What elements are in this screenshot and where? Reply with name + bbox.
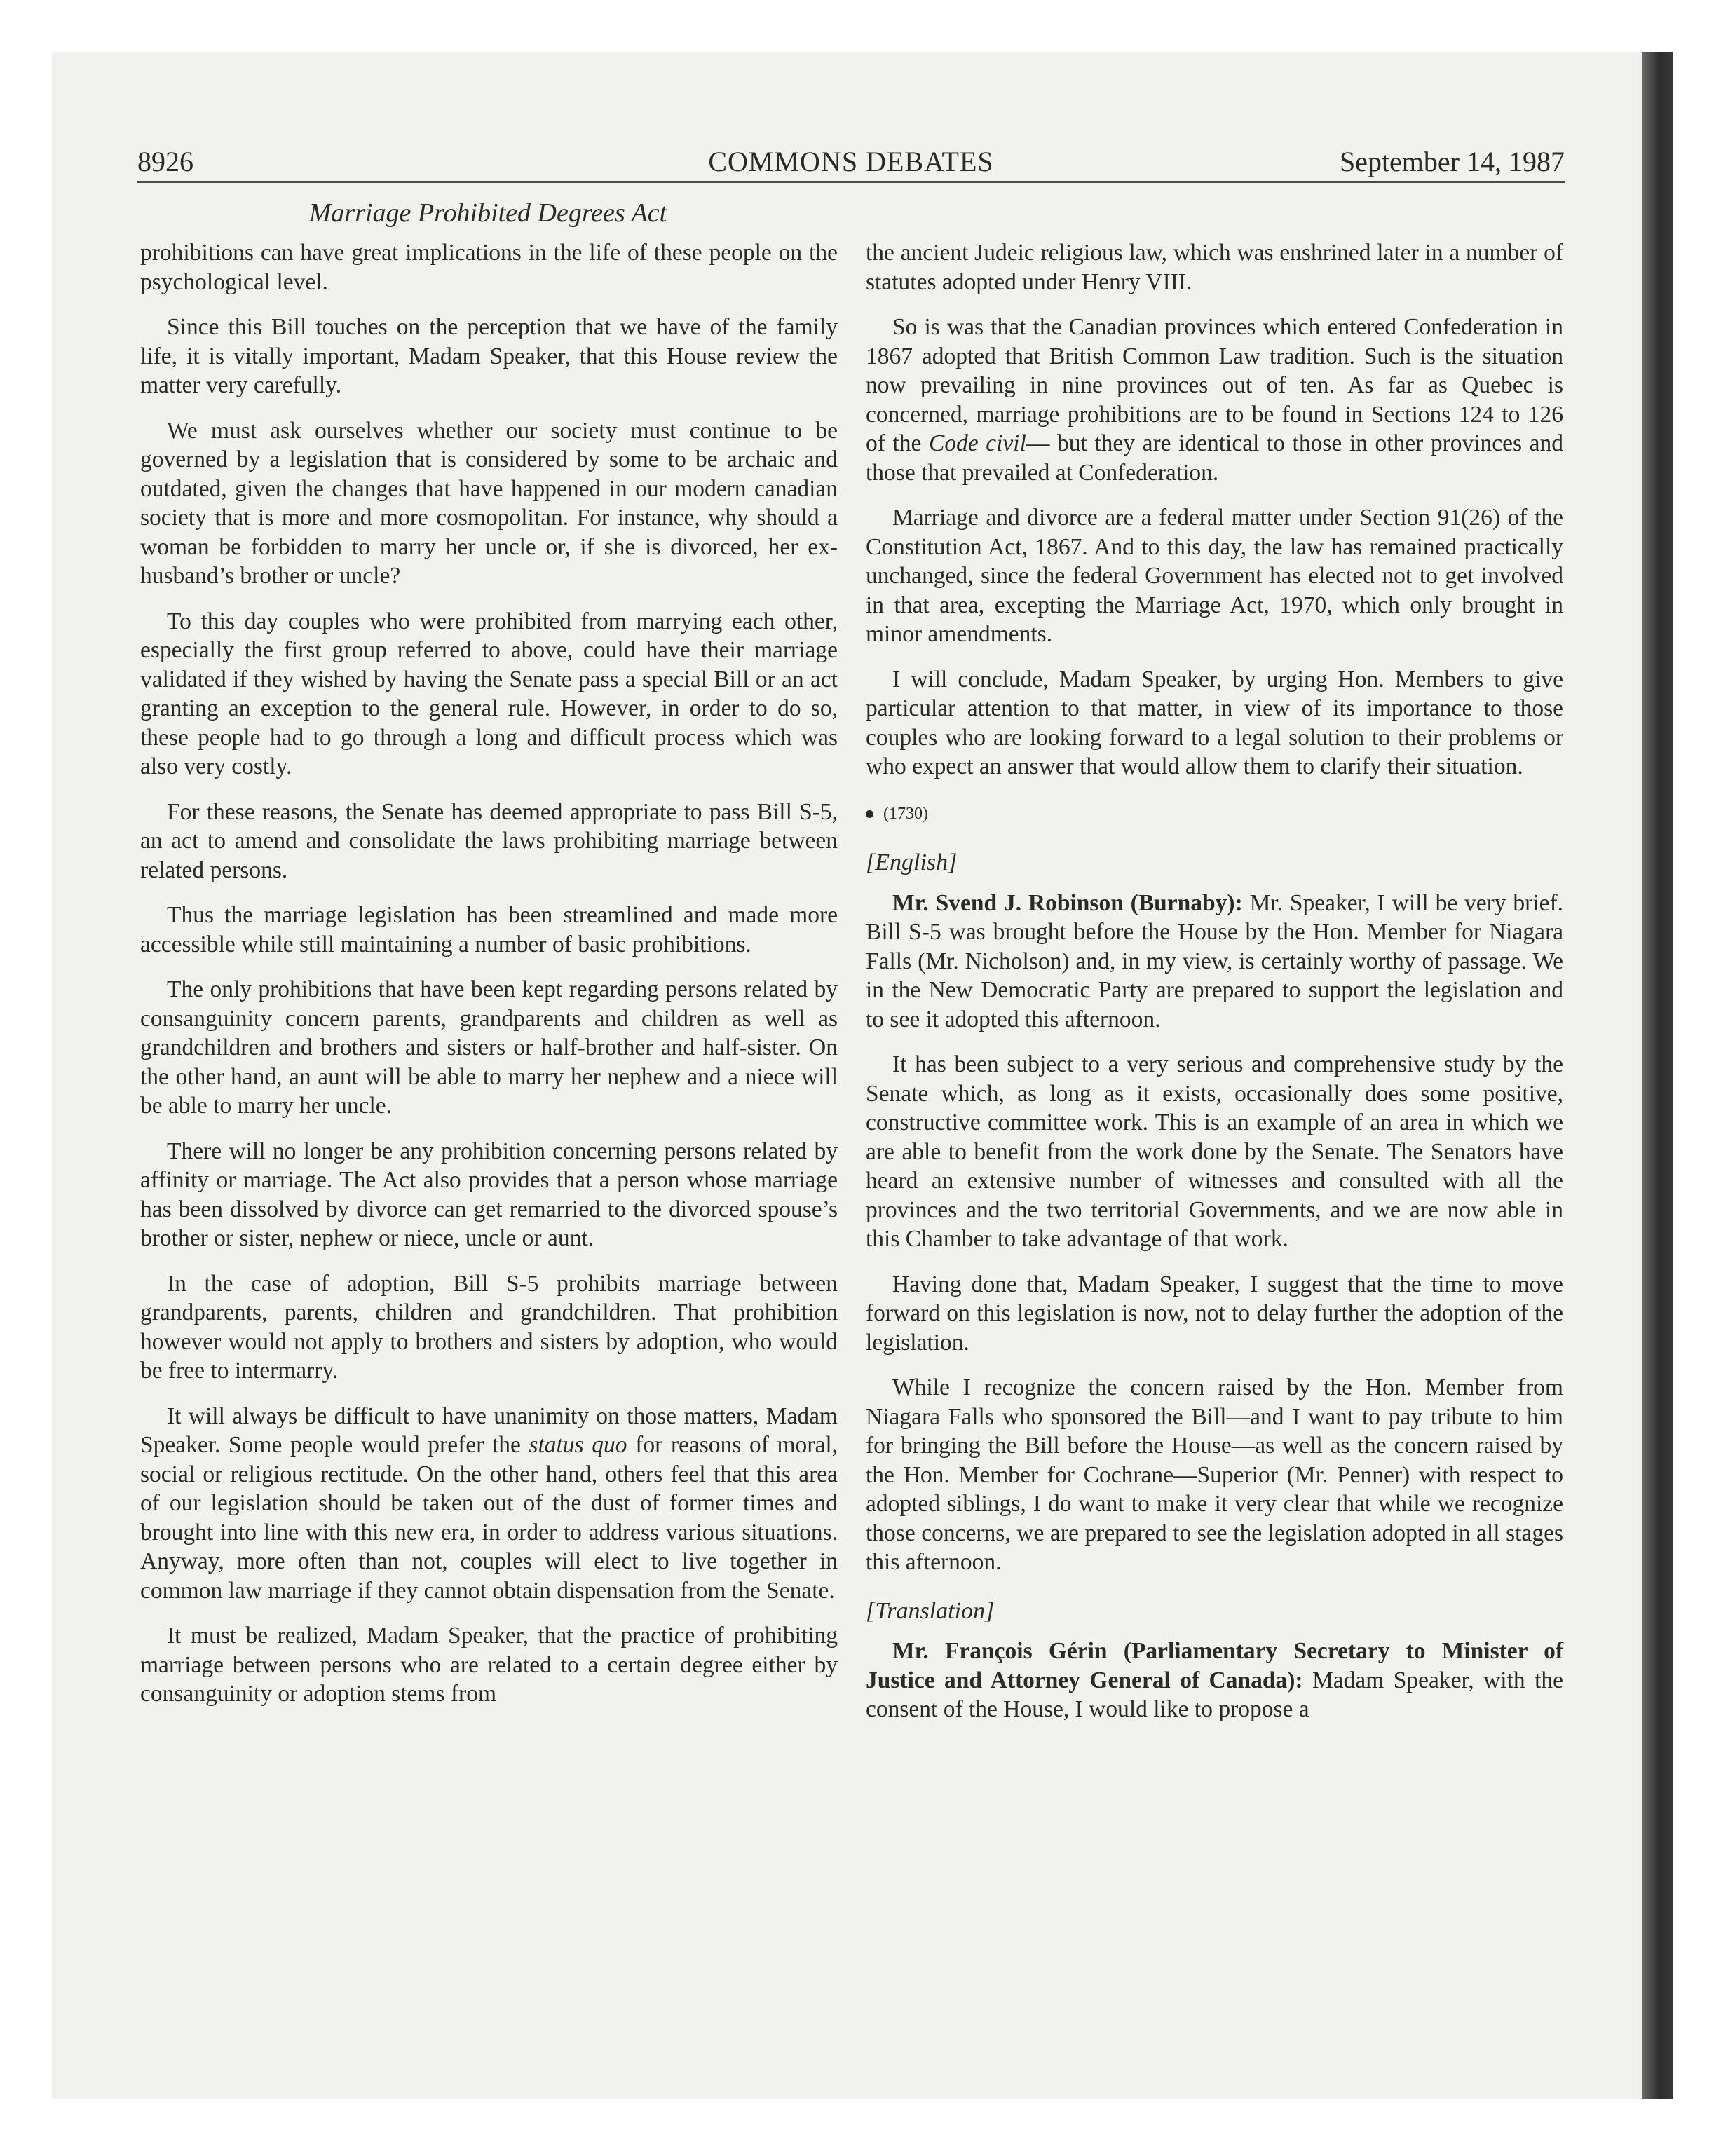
paragraph: To this day couples who were prohibited from marrying each other, especially the first group referred to above, could have their marriage validated if they wished by having the Senate pass a special Bill or an act granting an exception to the general rule. However, in order to do so, these people had to go through a long and difficult process which was also very costly.: [140, 608, 838, 779]
italic-term: Code civil: [928, 430, 1026, 456]
text-run: So is was that the Canadian provinces which entered Confederation in 1867 adopted that British Common Law tradition. Such is the situation now prevailing in nine provinces out of ten. As far as Quebec is concerned, marriage prohibitions are to be found in Sections 124 to 126 of the: [866, 314, 1563, 456]
italic-term: status quo: [529, 1432, 627, 1458]
paragraph: prohibitions can have great implications in the life of these people on the psychological level.: [140, 240, 838, 295]
paragraph: Having done that, Madam Speaker, I suggest that the time to move forward on this legislation is now, not to delay further the adoption of the legislation.: [866, 1271, 1563, 1356]
paragraph: While I recognize the concern raised by the Hon. Member from Niagara Falls who sponsored the Bill—and I want to pay tribute to him for bringing the Bill before the House—as well as the concern raised by the Hon. Member for Cochrane—Superior (Mr. Penner) with respect to adopted siblings, I do want to make it very clear that while we recognize those concerns, we are prepared to see the legislation adopted in all stages this afternoon.: [866, 1374, 1563, 1575]
paragraph: Thus the marriage legislation has been streamlined and made more accessible while still maintaining a number of basic prohibitions.: [140, 902, 838, 957]
speech-text: Madam Speaker, with the consent of the House, I would like to propose a: [866, 1667, 1563, 1722]
binding-edge: [1642, 52, 1673, 2099]
timecode: [866, 800, 1563, 829]
left-column: [140, 238, 838, 1725]
paragraph: [140, 1402, 838, 1606]
speech-text: Mr. Speaker, I will be very brief. Bill S-5 was brought before the House by the Hon. Member for Niagara Falls (Mr. Nicholson) and, in my view, is certainly worthy of passage. We in the New Democratic Party are prepared to support the legislation and to see it adopted this afternoon.: [866, 889, 1563, 1032]
timecode-label: (1730): [883, 804, 928, 823]
publication-title: COMMONS DEBATES: [708, 146, 994, 177]
text-run: It will always be difficult to have unanimity on those matters, Madam Speaker. Some people would prefer the: [140, 1403, 838, 1458]
text-run: — but they are identical to those in other provinces and those that prevailed at Confederation.: [866, 430, 1563, 486]
paragraph: Marriage and divorce are a federal matter under Section 91(26) of the Constitution Act, 1867. And to this day, the law has remained practically unchanged, since the federal Government has elected not to get involved in that area, excepting the Marriage Act, 1970, which only brought in minor amendments.: [866, 505, 1563, 647]
text-run: for reasons of moral, social or religious rectitude. On the other hand, others feel that this area of our legislation should be taken out of the dust of former times and brought into line with this new era, in order to address various situations. Anyway, more often than not, couples will elect to live together in common law marriage if they cannot obtain dispensation from the Senate.: [140, 1432, 838, 1604]
paragraph: For these reasons, the Senate has deemed appropriate to pass Bill S-5, an act to amend and consolidate the laws prohibiting marriage between related persons.: [140, 798, 838, 883]
paragraph: the ancient Judeic religious law, which was enshrined later in a number of statutes adopted under Henry VIII.: [866, 240, 1563, 295]
bullet-icon: [866, 810, 873, 818]
right-column: [866, 238, 1563, 1740]
language-tag-english: [English]: [866, 850, 958, 875]
page-number: 8926: [137, 146, 193, 177]
speech-paragraph: [866, 889, 1563, 1035]
paragraph: I will conclude, Madam Speaker, by urging Hon. Members to give particular attention to that matter, in view of its importance to those couples who are looking forward to a legal solution to their problems or who expect an answer that would allow them to clarify their situation.: [866, 666, 1563, 779]
paragraph: Since this Bill touches on the perception that we have of the family life, it is vitally important, Madam Speaker, that this House review the matter very carefully.: [140, 314, 838, 398]
paragraph: There will no longer be any prohibition concerning persons related by affinity or marriage. The Act also provides that a person whose marriage has been dissolved by divorce can get remarried to the divorced spouse’s brother or sister, nephew or niece, uncle or aunt.: [140, 1138, 838, 1251]
running-head: Marriage Prohibited Degrees Act: [308, 198, 667, 228]
speaker-name: Mr. Svend J. Robinson (Burnaby):: [892, 889, 1243, 916]
publication-date: September 14, 1987: [1339, 146, 1565, 177]
paragraph: The only prohibitions that have been kept regarding persons related by consanguinity concern parents, grandparents and children as well as grandchildren and brothers and sisters or half-brother and half-sister. On the other hand, an aunt will be able to marry her nephew and a niece will be able to marry her uncle.: [140, 976, 838, 1119]
page-header: [137, 143, 1565, 183]
paragraph: It has been subject to a very serious and comprehensive study by the Senate which, as long as it exists, occasionally does some positive, constructive committee work. This is an example of an area in which we are able to benefit from the work done by the Senate. The Senators have heard an extensive number of witnesses and consulted with all the provinces and the two territorial Governments, and we are now able in this Chamber to take advantage of that work.: [866, 1051, 1563, 1252]
speech-paragraph: [866, 1637, 1563, 1724]
paragraph: In the case of adoption, Bill S-5 prohibits marriage between grandparents, parents, children and grandchildren. That prohibition however would not apply to brothers and sisters by adoption, who would be free to intermarry.: [140, 1270, 838, 1384]
language-tag-translation: [Translation]: [866, 1597, 995, 1624]
paragraph: We must ask ourselves whether our society must continue to be governed by a legislation that is considered by some to be archaic and outdated, given the changes that have happened in our modern canadian society that is more and more cosmopolitan. For instance, why should a woman be forbidden to marry her uncle or, if she is divorced, her ex-husband’s brother or uncle?: [140, 417, 838, 589]
paragraph: It must be realized, Madam Speaker, that the practice of prohibiting marriage between persons who are related to a certain degree either by consanguinity or adoption stems from: [140, 1623, 838, 1707]
speaker-name: Mr. François Gérin (Parliamentary Secretary to Minister of Justice and Attorney General of Canada):: [866, 1638, 1563, 1693]
paragraph: [866, 313, 1563, 487]
